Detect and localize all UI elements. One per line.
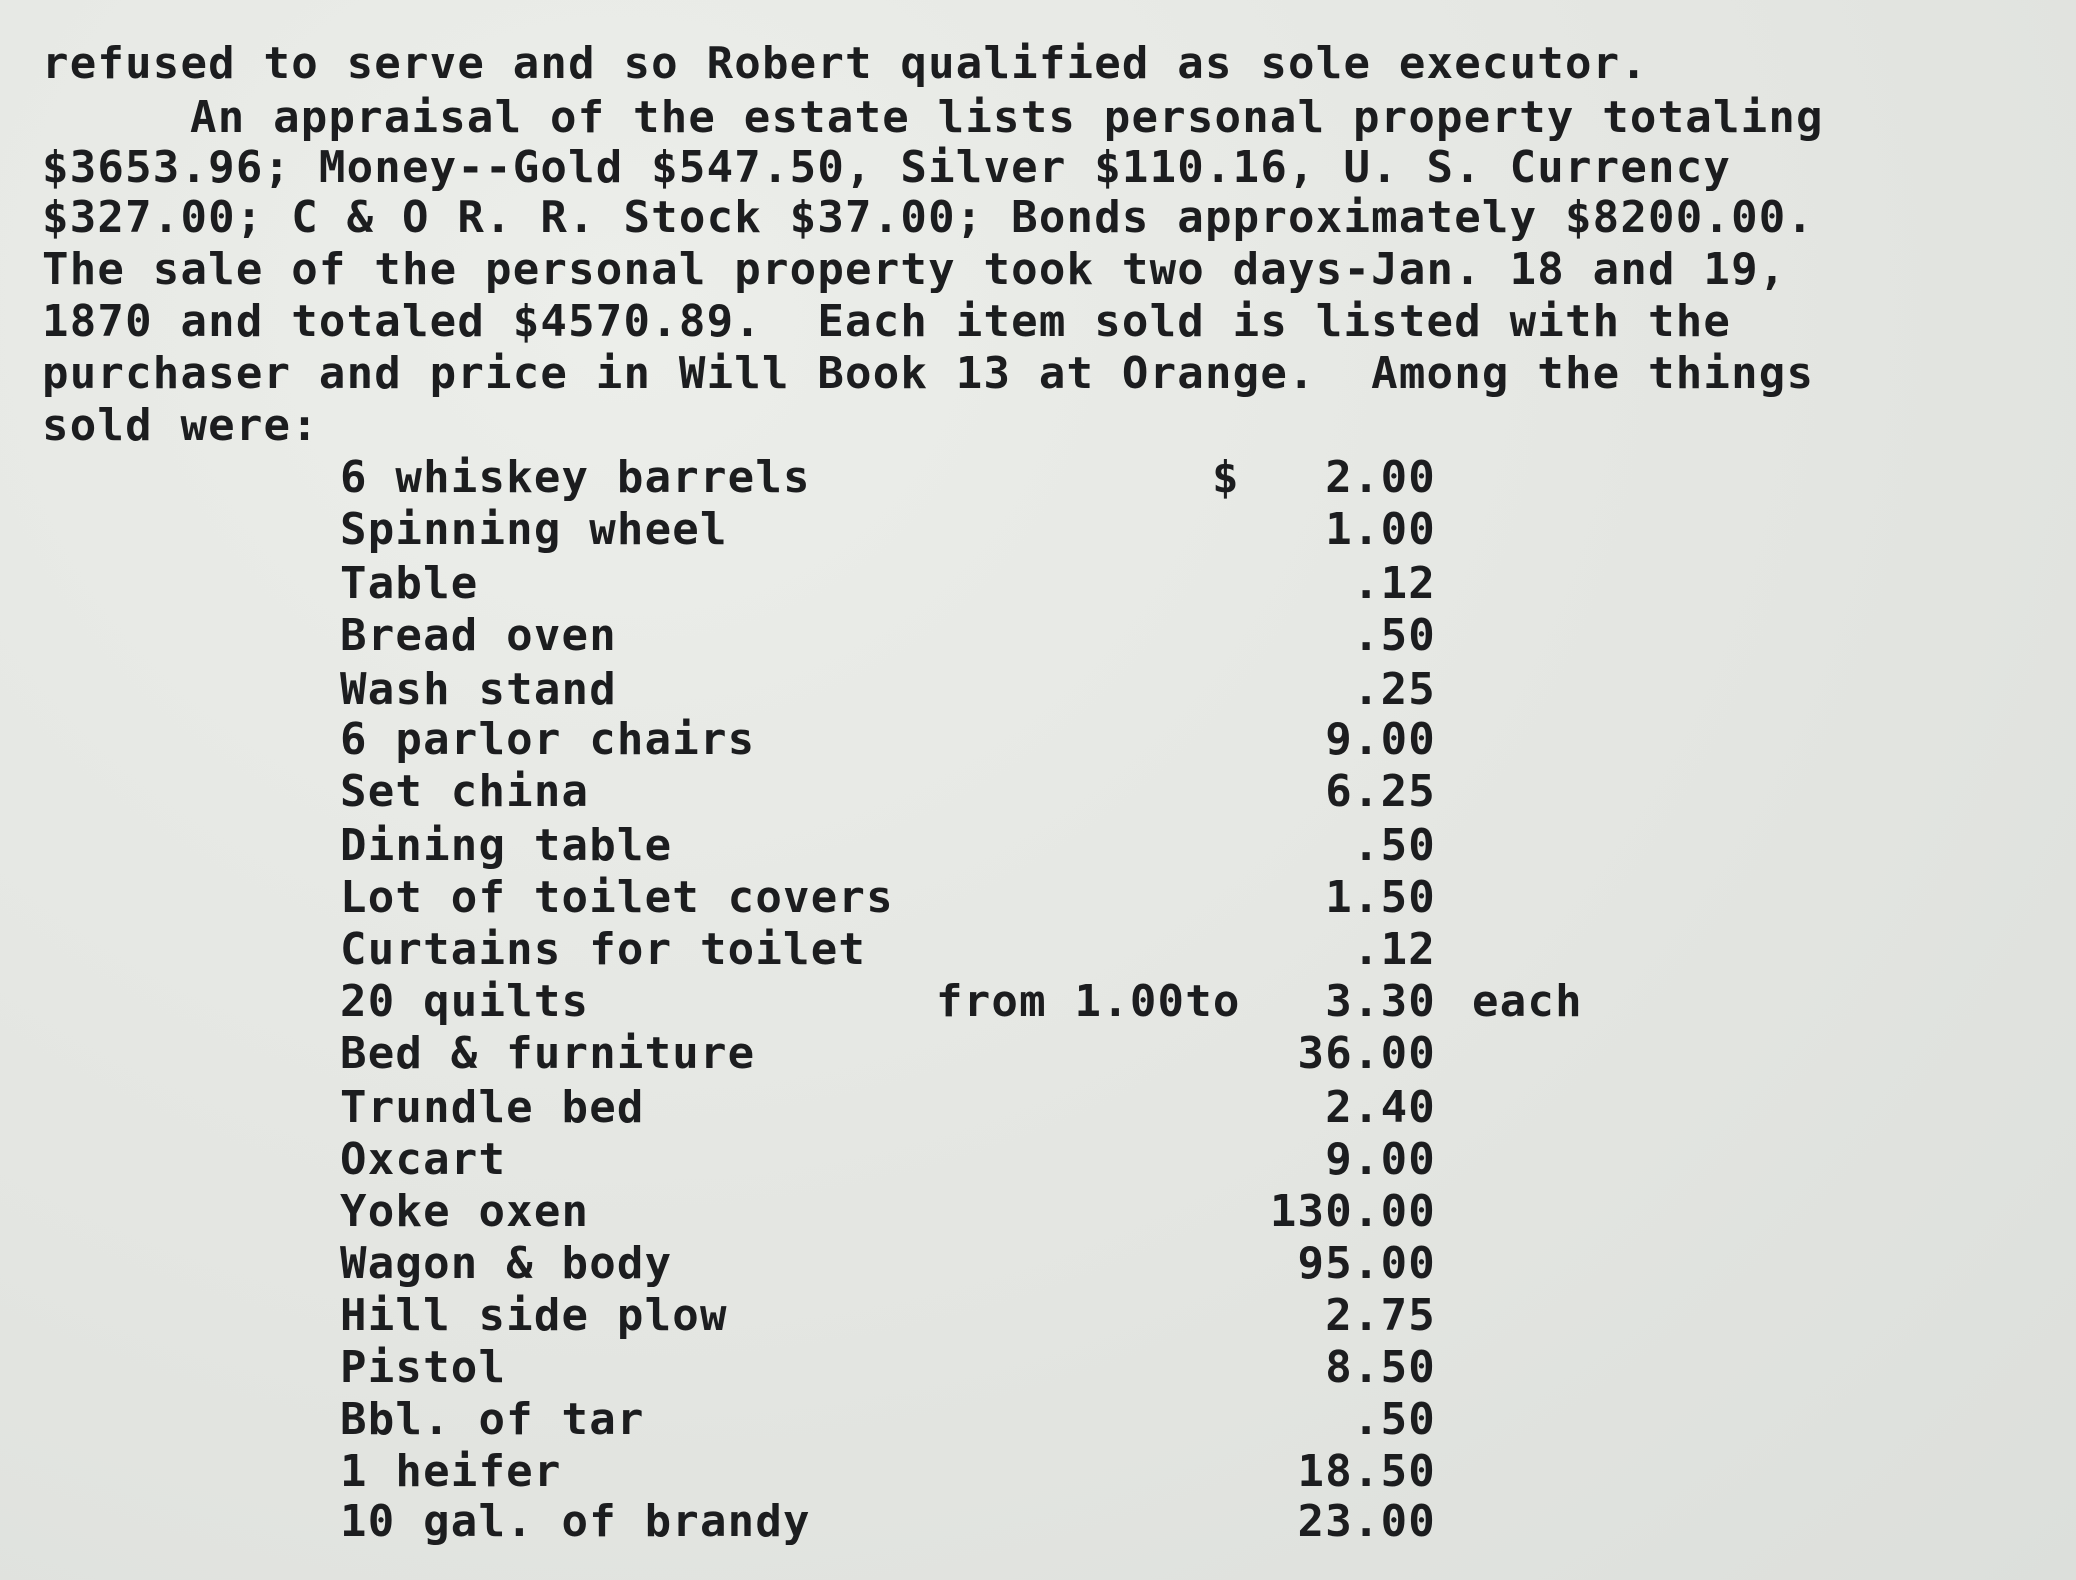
item-name: Trundle bed	[340, 1082, 645, 1133]
item-price: .12	[1352, 924, 1436, 975]
item-name: Bed & furniture	[340, 1028, 756, 1079]
item-price: 2.00	[1325, 452, 1436, 503]
item-name: Oxcart	[340, 1134, 507, 1185]
item-price: 2.40	[1325, 1082, 1436, 1133]
item-name: 20 quilts	[340, 976, 590, 1027]
item-name: Bbl. of tar	[340, 1394, 645, 1445]
item-price: 2.75	[1325, 1290, 1436, 1341]
item-name: 6 parlor chairs	[340, 714, 756, 765]
paragraph-line: sold were:	[42, 400, 319, 451]
item-name: Wash stand	[340, 664, 617, 715]
item-name: Pistol	[340, 1342, 507, 1393]
item-price: 1.00	[1325, 504, 1436, 555]
item-price: 130.00	[1269, 1186, 1436, 1237]
paragraph-line: An appraisal of the estate lists personal property totaling	[190, 92, 1824, 143]
item-name: Table	[340, 558, 479, 609]
item-name: Curtains for toilet	[340, 924, 867, 975]
item-price: 9.00	[1325, 714, 1436, 765]
item-price: 95.00	[1297, 1238, 1436, 1289]
item-price: 9.00	[1325, 1134, 1436, 1185]
item-name: Spinning wheel	[340, 504, 728, 555]
paragraph-line: refused to serve and so Robert qualified as sole executor.	[42, 38, 1649, 89]
paragraph-line: purchaser and price in Will Book 13 at Orange. Among the things	[42, 348, 1815, 399]
item-name: Set china	[340, 766, 590, 817]
item-price: 23.00	[1297, 1496, 1436, 1547]
item-price: 36.00	[1297, 1028, 1436, 1079]
item-name: 1 heifer	[340, 1446, 562, 1497]
item-price: .50	[1352, 820, 1436, 871]
item-name: Dining table	[340, 820, 673, 871]
item-price: 3.30	[1325, 976, 1436, 1027]
item-price-suffix: each	[1472, 976, 1583, 1027]
currency-symbol: $	[1212, 452, 1239, 503]
item-price-prefix: from 1.00to	[936, 976, 1241, 1027]
item-name: 10 gal. of brandy	[340, 1496, 811, 1547]
item-price: .50	[1352, 1394, 1436, 1445]
item-price: 1.50	[1325, 872, 1436, 923]
item-price: .50	[1352, 610, 1436, 661]
paragraph-line: The sale of the personal property took two days-Jan. 18 and 19,	[42, 244, 1787, 295]
item-price: .25	[1352, 664, 1436, 715]
item-price: .12	[1352, 558, 1436, 609]
item-name: Yoke oxen	[340, 1186, 590, 1237]
item-name: Wagon & body	[340, 1238, 673, 1289]
item-name: Bread oven	[340, 610, 617, 661]
item-name: Hill side plow	[340, 1290, 728, 1341]
item-price: 18.50	[1297, 1446, 1436, 1497]
paragraph-line: $3653.96; Money--Gold $547.50, Silver $110.16, U. S. Currency	[42, 142, 1732, 193]
paragraph-line: $327.00; C & O R. R. Stock $37.00; Bonds approximately $8200.00.	[42, 192, 1815, 243]
item-price: 8.50	[1325, 1342, 1436, 1393]
item-name: 6 whiskey barrels	[340, 452, 811, 503]
item-price: 6.25	[1325, 766, 1436, 817]
item-name: Lot of toilet covers	[340, 872, 894, 923]
paragraph-line: 1870 and totaled $4570.89. Each item sold is listed with the	[42, 296, 1732, 347]
